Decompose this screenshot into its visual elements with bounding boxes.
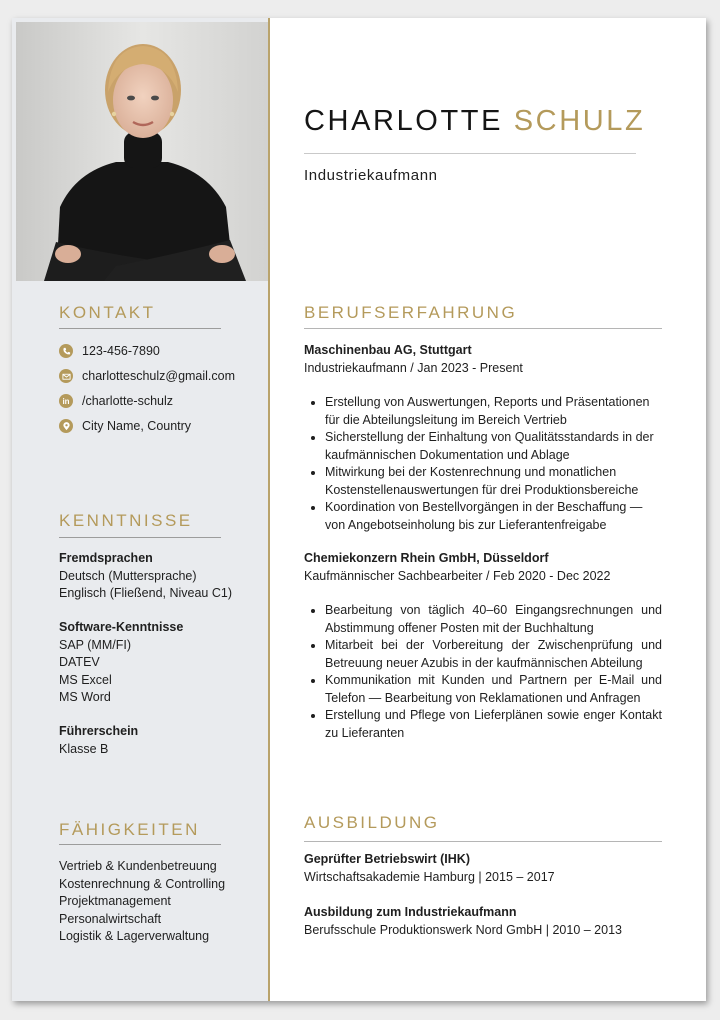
- skill-item: SAP (MM/FI): [59, 637, 131, 652]
- skill-group-languages: [59, 550, 232, 603]
- skill-group-title: Führerschein: [59, 724, 139, 738]
- skill-item: Klasse B: [59, 741, 109, 756]
- skill-item: DATEV: [59, 655, 100, 669]
- list-item: Projektmanagement: [59, 894, 171, 908]
- contact-linkedin[interactable]: [59, 394, 173, 408]
- list-item: • Mitarbeit bei der Vorbereitung der Zwischenprüfung und Betreuung neuer Azubis in der kaufmännischen Abteilung: [325, 637, 662, 672]
- location-pin-icon: [59, 419, 73, 433]
- abilities-heading: FÄHIGKEITEN: [59, 820, 200, 839]
- education-school: Wirtschaftsakademie Hamburg | 2015 – 2017: [304, 869, 555, 884]
- education-degree: Ausbildung zum Industriekaufmann: [304, 905, 517, 919]
- skill-item: MS Word: [59, 690, 111, 704]
- list-item: Kostenrechnung & Controlling: [59, 876, 226, 891]
- education-heading-rule: [304, 841, 662, 842]
- phone-icon: [59, 344, 73, 358]
- abilities-list: [59, 858, 225, 946]
- resume-page: [12, 18, 706, 1001]
- list-item: Logistik & Lagerverwaltung: [59, 929, 210, 943]
- person-name: [304, 105, 645, 138]
- sidebar: [12, 18, 268, 1001]
- location-text: City Name, Country: [82, 419, 192, 433]
- name-rule: [304, 153, 636, 154]
- skills-heading-rule: [59, 537, 221, 538]
- experience-heading-rule: [304, 328, 662, 329]
- job-company: Maschinenbau AG, Stuttgart: [304, 343, 472, 357]
- list-item: • Mitwirkung bei der Kostenrechnung und monatlichen Kostenstellenauswertungen für drei Produktionsbereiche: [325, 464, 662, 499]
- phone-text: 123-456-7890: [82, 344, 160, 358]
- mail-icon: [59, 369, 73, 383]
- contact-phone[interactable]: [59, 344, 160, 358]
- job-role: Industriekaufmann / Jan 2023 - Present: [304, 360, 523, 375]
- list-item: • Kommunikation mit Kunden und Partnern per E-Mail und Telefon — Bearbeitung von Reklamationen und Anfragen: [325, 672, 662, 707]
- email-text: charlotteschulz@gmail.com: [82, 369, 236, 383]
- list-item: • Sicherstellung der Einhaltung von Qualitätsstandards in der kaufmännischen Dokumentation und Ablage: [325, 429, 662, 464]
- list-item: • Koordination von Bestellvorgängen in der Beschaffung — von Angebotseinholung bis zur Lieferantenfreigabe: [325, 499, 662, 534]
- list-item: Personalwirtschaft: [59, 911, 162, 926]
- education-degree: Geprüfter Betriebswirt (IHK): [304, 852, 470, 866]
- contact-location: [59, 419, 191, 433]
- job-bullets: [304, 602, 662, 742]
- job-company: Chemiekonzern Rhein GmbH, Düsseldorf: [304, 551, 549, 565]
- profile-photo: [16, 22, 268, 281]
- skill-group-software: [59, 619, 183, 707]
- skill-group-title: Software-Kenntnisse: [59, 620, 184, 634]
- list-item: • Bearbeitung von täglich 40–60 Eingangsrechnungen und Abstimmung offener Posten mit der Buchhaltung: [325, 602, 662, 637]
- linkedin-icon: in: [59, 394, 73, 408]
- skill-group-title: Fremdsprachen: [59, 551, 153, 565]
- education-entry: [304, 851, 662, 886]
- list-item: • Erstellung und Pflege von Lieferplänen sowie enger Kontakt zu Lieferanten: [325, 707, 662, 742]
- education-school: Berufsschule Produktionswerk Nord GmbH | 2010 – 2013: [304, 922, 622, 937]
- last-name: SCHULZ: [513, 105, 646, 137]
- job-entry: [304, 342, 662, 534]
- skills-heading: KENNTNISSE: [59, 511, 193, 530]
- abilities-heading-rule: [59, 844, 221, 845]
- first-name: CHARLOTTE: [304, 105, 504, 137]
- skill-item: Englisch (Fließend, Niveau C1): [59, 586, 232, 600]
- skill-group-license: [59, 723, 138, 758]
- experience-heading: BERUFSERFAHRUNG: [304, 303, 518, 322]
- contact-email[interactable]: [59, 369, 235, 383]
- contact-heading: KONTAKT: [59, 303, 156, 322]
- job-bullets: [304, 394, 662, 534]
- skill-item: Deutsch (Muttersprache): [59, 568, 197, 583]
- job-role: Kaufmännischer Sachbearbeiter / Feb 2020 - Dec 2022: [304, 568, 611, 583]
- main-content: [270, 18, 706, 1001]
- linkedin-text: /charlotte-schulz: [82, 394, 174, 408]
- contact-heading-rule: [59, 328, 221, 329]
- job-title: Industriekaufmann: [304, 167, 438, 184]
- education-heading: AUSBILDUNG: [304, 813, 440, 832]
- skill-item: MS Excel: [59, 672, 112, 687]
- list-item: • Erstellung von Auswertungen, Reports und Präsentationen für die Abteilungsleitung im Bereich Vertrieb: [325, 394, 662, 429]
- list-item: Vertrieb & Kundenbetreuung: [59, 859, 217, 873]
- education-entry: [304, 904, 662, 939]
- job-entry: [304, 550, 662, 742]
